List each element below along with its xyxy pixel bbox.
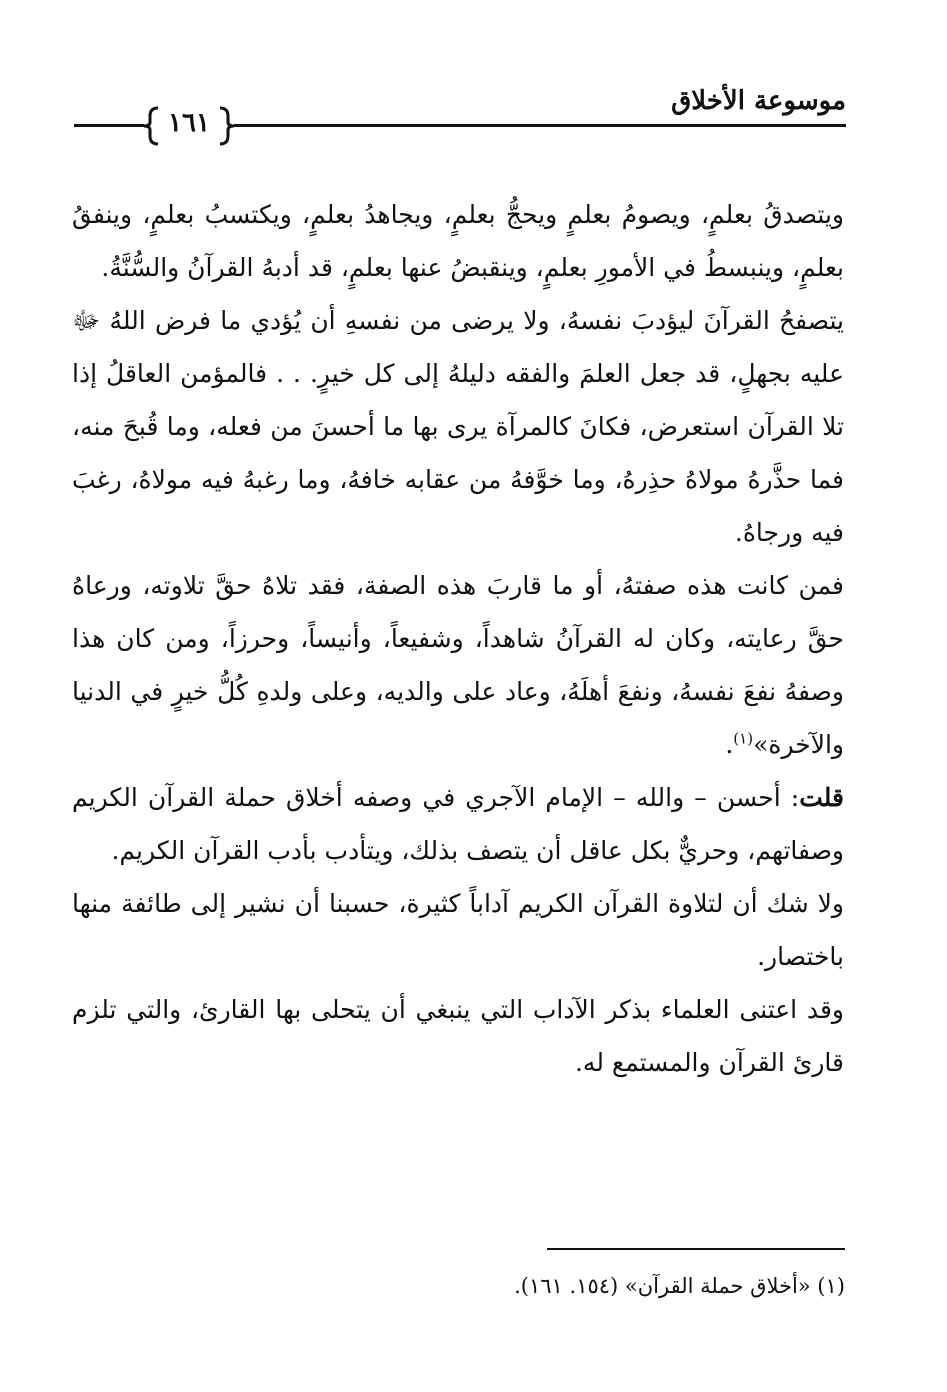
paragraph-6: وقد اعتنى العلماء بذكر الآداب التي ينبغي أن يتحلى بها القارئ، والتي تلزم قارئ القرآن والمستمع له. [72, 995, 844, 1077]
book-title: موسوعة الأخلاق [671, 86, 846, 116]
header-rule-right [234, 124, 846, 127]
paragraph-3-end: . [725, 730, 734, 759]
paragraph-4 [72, 771, 844, 877]
paragraph-3 [72, 559, 844, 771]
paragraph-3-text: فمن كانت هذه صفتهُ، أو ما قاربَ هذه الصفة، فقد تلاهُ حقَّ تلاوته، ورعاهُ حقَّ رعايته، وكان له القرآنُ شاهداً، وشفيعاً، وأنيساً، وحرزاً، ومن كان هذا وصفهُ نفعَ نفسهُ، ونفعَ أهلَهُ، وعاد على والديه، وعلى ولدهِ كُلُّ خيرٍ في الدنيا والآخرة» [72, 571, 844, 759]
header-rule-left [74, 124, 144, 127]
page-header [74, 82, 846, 138]
paragraph-4-lead: قلت [799, 783, 844, 812]
paragraph-5: ولا شك أن لتلاوة القرآن الكريم آداباً كثيرة، حسبنا أن نشير إلى طائفة منها باختصار. [72, 889, 844, 971]
page-number-frame [144, 104, 234, 148]
footnote-1: (١) «أخلاق حملة القرآن» (١٥٤. ١٦١). [514, 1274, 845, 1298]
paragraph-4-text: : أحسن – والله – الإمام الآجري في وصفه أخلاق حملة القرآن الكريم وصفاتهم، وحريٌّ بكل عاقل أن يتصف بذلك، ويتأدب بأدب القرآن الكريم. [72, 783, 844, 865]
footnote-reference: (١) [733, 729, 754, 748]
main-text [72, 188, 844, 1089]
paragraph-2: يتصفحُ القرآنَ ليؤدبَ نفسهُ، ولا يرضى من نفسهِ أن يُؤدي ما فرض اللهُ ﷻ عليه بجهلٍ، قد جعل العلمَ والفقه دليلهُ إلى كل خيرٍ. . . فالمؤمن العاقلُ إذا تلا القرآن استعرض، فكانَ كالمرآة يرى بها ما أحسنَ من فعله، وما قُبحَ منه، فما حذَّرهُ مولاهُ حذِرهُ، وما خوَّفهُ من عقابه خافهُ، وما رغبهُ فيه مولاهُ، رغبَ فيه ورجاهُ. [72, 306, 844, 547]
page-number: ١٦١ [168, 108, 210, 138]
footnote-separator [547, 1248, 845, 1250]
paragraph-1: ويتصدقُ بعلمٍ، ويصومُ بعلمٍ ويحجُّ بعلمٍ، ويجاهدُ بعلمٍ، ويكتسبُ بعلمٍ، وينفقُ بعلمٍ، وينبسطُ في الأمورِ بعلمٍ، وينقبضُ عنها بعلمٍ، قد أدبهُ القرآنُ والسُّنَّةُ. [72, 200, 844, 282]
